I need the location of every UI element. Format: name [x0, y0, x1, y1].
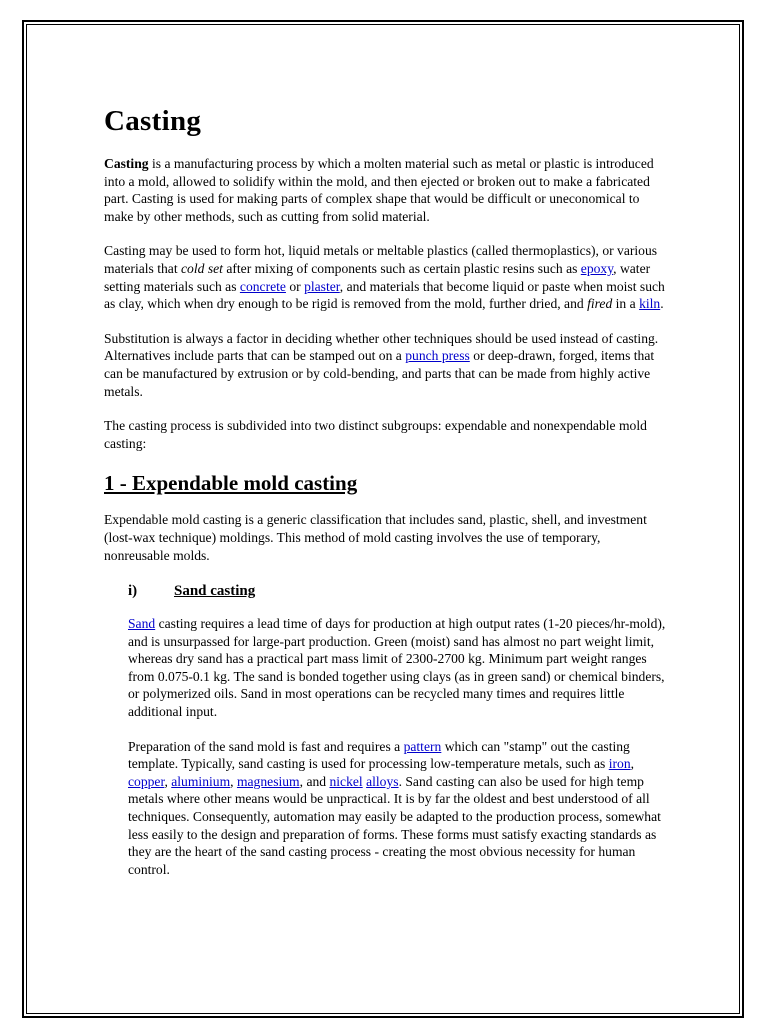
text: Substitution is always a factor in deciding whether other techniques should be used instead of casting. Alternatives include parts that can be stamped out on a — [104, 330, 659, 364]
italic-term: fired — [587, 296, 613, 312]
text: or — [285, 278, 305, 294]
link-magnesium[interactable]: magnesium — [236, 773, 300, 789]
link-alloys[interactable]: alloys — [366, 773, 399, 789]
paragraph-subgroups: The casting process is subdivided into two distinct subgroups: expendable and nonexpendable mold casting: — [104, 418, 647, 451]
text: is a manufacturing process by which a molten material such as metal or plastic is introduced into a mold, allowed to solidify within the mold, and then ejected or broken out to make a fabricated part. Casting is used for making parts of complex shape that would be difficult or uneconomical to make by other methods, such as cutting from solid material. — [104, 156, 654, 224]
text: , — [164, 773, 172, 789]
page-title: Casting — [104, 105, 202, 137]
text: after mixing of components such as certain plastic resins such as — [222, 260, 581, 276]
link-nickel[interactable]: nickel — [329, 773, 363, 789]
text: , water setting materials such as — [104, 260, 651, 294]
section-heading-expendable: 1 - Expendable mold casting — [104, 471, 358, 496]
bold-term: Casting — [104, 156, 149, 171]
text: which can "stamp" out the casting template. Typically, sand casting is used for processing low-temperature metals, such as — [128, 738, 630, 772]
text: . Sand casting can also be used for high temp metals where other means would be unpractical. It is by far the oldest and best understood of all techniques. Consequently, automation may easily be adapted to the production process, somewhat less easily to the design and preparation of forms. These forms must satisfy exacting standards as they are the heart of the sand casting process - creating the most obvious necessity for human control. — [128, 773, 661, 877]
subheading-number: i) — [128, 583, 138, 600]
text: in a — [612, 296, 640, 312]
link-concrete[interactable]: concrete — [239, 278, 286, 294]
link-epoxy[interactable]: epoxy — [580, 260, 614, 276]
text: or deep-drawn, forged, items that can be manufactured by extrusion or by cold-bending, and parts that can be made from highly active metals. — [104, 348, 655, 399]
link-iron[interactable]: iron — [608, 756, 631, 772]
document-body — [104, 103, 666, 895]
paragraph-definition — [104, 155, 666, 225]
text: Preparation of the sand mold is fast and requires a — [128, 738, 404, 754]
text: . — [660, 296, 664, 312]
text: , — [630, 756, 635, 772]
subheading-title: Sand casting — [174, 583, 256, 600]
link-plaster[interactable]: plaster — [304, 278, 340, 294]
text: , and materials that become liquid or paste when moist such as clay, which when dry enough to be rigid is removed from the mold, further dried, and — [104, 278, 665, 312]
paragraph-materials — [104, 242, 666, 312]
italic-term: cold set — [181, 260, 223, 276]
paragraph-sand-casting-2 — [128, 738, 666, 879]
link-aluminium[interactable]: aluminium — [171, 773, 231, 789]
link-copper[interactable]: copper — [128, 773, 165, 789]
text: casting requires a lead time of days for production at high output rates (1-20 pieces/hr-mold), and is unsurpassed for large-part production. Green (moist) sand has almost no part weight limit, whereas dry sand has a practical part mass limit of 2300-2700 kg. Minimum part weight ranges from 0.075-0.1 kg. The sand is bonded together using clays (as in green sand) or chemical binders, or polymerized oils. Sand in most operations can be recycled many times and requires little additional input. — [128, 616, 666, 720]
paragraph-expendable-intro: Expendable mold casting is a generic classification that includes sand, plastic, shell, and investment (lost-wax technique) moldings. This method of mold casting involves the use of temporary, nonreusable molds. — [104, 512, 647, 563]
text: , — [230, 773, 237, 789]
link-punch-press[interactable]: punch press — [405, 348, 470, 364]
subheading-sand-casting — [128, 581, 666, 601]
link-sand[interactable]: Sand — [128, 616, 156, 632]
text: , and — [299, 773, 330, 789]
link-kiln[interactable]: kiln — [639, 296, 661, 312]
paragraph-substitution — [104, 330, 666, 400]
link-pattern[interactable]: pattern — [403, 738, 442, 754]
text: Casting may be used to form hot, liquid metals or meltable plastics (called thermoplastics), or various materials that — [104, 243, 658, 276]
paragraph-sand-casting-1 — [128, 615, 666, 721]
